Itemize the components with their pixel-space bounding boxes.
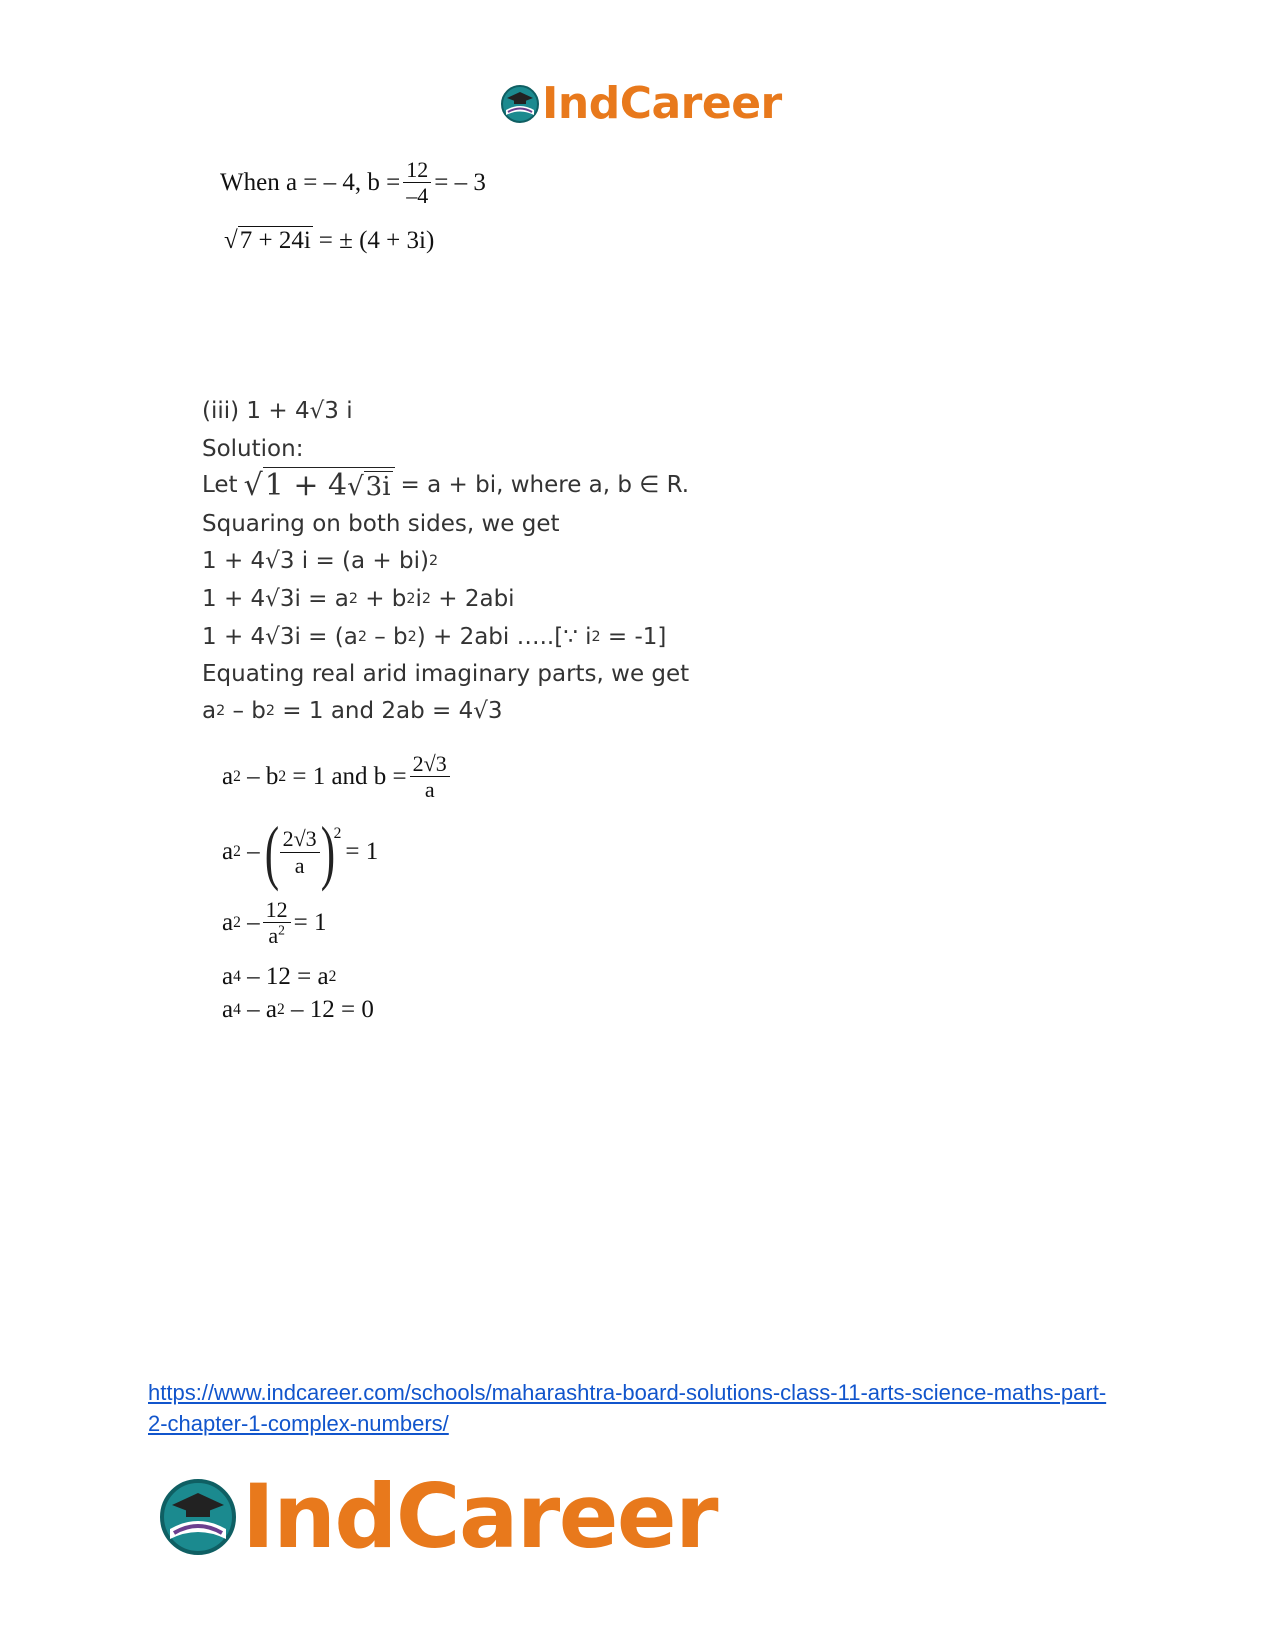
header-logo <box>500 78 782 129</box>
brand-name: IndCareer <box>242 1465 718 1568</box>
fraction <box>403 158 431 207</box>
footer-logo <box>158 1465 717 1568</box>
solution-label: Solution: <box>202 436 304 462</box>
brand-name: IndCareer <box>542 78 782 129</box>
radical-sign: √ <box>224 227 238 254</box>
radicand: 7 + 24i <box>239 227 311 254</box>
source-link[interactable]: https://www.indcareer.com/schools/maharashtra-board-solutions-class-11-arts-science-maths-part-2-chapter-1-complex-numbers/ <box>148 1380 1107 1436</box>
right-paren: ) <box>320 812 335 892</box>
square-root <box>224 226 313 255</box>
equation-b-value <box>220 158 486 207</box>
radical-sign: √ <box>243 468 263 503</box>
eq-text: = ± (4 + 3i) <box>318 226 435 254</box>
fraction: $\frac{2√3}{a}$ <box>410 752 450 801</box>
denominator: –4 <box>406 183 429 209</box>
fraction: $\frac{2√3}{a}$ <box>280 827 320 876</box>
derivation-step: a 4 – 12 = a 2 <box>222 963 337 990</box>
let-statement <box>202 467 689 503</box>
fraction: $\frac{12}{a^2}$ <box>263 898 291 947</box>
numerator: 12 <box>403 158 431 183</box>
left-paren: ( <box>264 812 279 892</box>
derivation-step: a 2 – ( $\frac{2√3}{a}$ ) $^2$ = 1 <box>222 812 379 892</box>
derivation-step: a 2 – b 2 = 1 and b = $\frac{2√3}{a}$ <box>222 752 453 801</box>
let-text: = a + bi, where a, b ∈ R. <box>400 472 690 498</box>
question-title: (iii) 1 + 4√3 i <box>202 398 353 424</box>
step-text: Squaring on both sides, we get <box>202 511 560 537</box>
derivation-step: a 2 – $\frac{12}{a^2}$ = 1 <box>222 897 327 949</box>
step-equation: 1 + 4√3i = a 2 + b 2 i 2 + 2abi <box>202 586 515 612</box>
graduation-cap-book-icon <box>158 1477 238 1557</box>
graduation-cap-book-icon <box>500 84 540 124</box>
step-equation: a 2 – b 2 = 1 and 2ab = 4√3 <box>202 698 503 724</box>
step-equation: 1 + 4√3i = (a 2 – b 2 ) + 2abi …..[∵ i 2 = -1] <box>202 624 667 650</box>
step-text: Equating real arid imaginary parts, we get <box>202 661 690 687</box>
square-root <box>244 467 395 503</box>
derivation-step: a 4 – a 2 – 12 = 0 <box>222 996 374 1023</box>
eq-text: When a = – 4, b = <box>220 168 401 196</box>
equation-sqrt-result <box>224 226 434 255</box>
step-equation: 1 + 4√3 i = (a + bi) 2 <box>202 548 439 574</box>
eq-text: = – 3 <box>434 168 486 196</box>
radicand: 1 + 4 √ 3i <box>263 467 395 503</box>
let-text: Let <box>202 472 238 498</box>
